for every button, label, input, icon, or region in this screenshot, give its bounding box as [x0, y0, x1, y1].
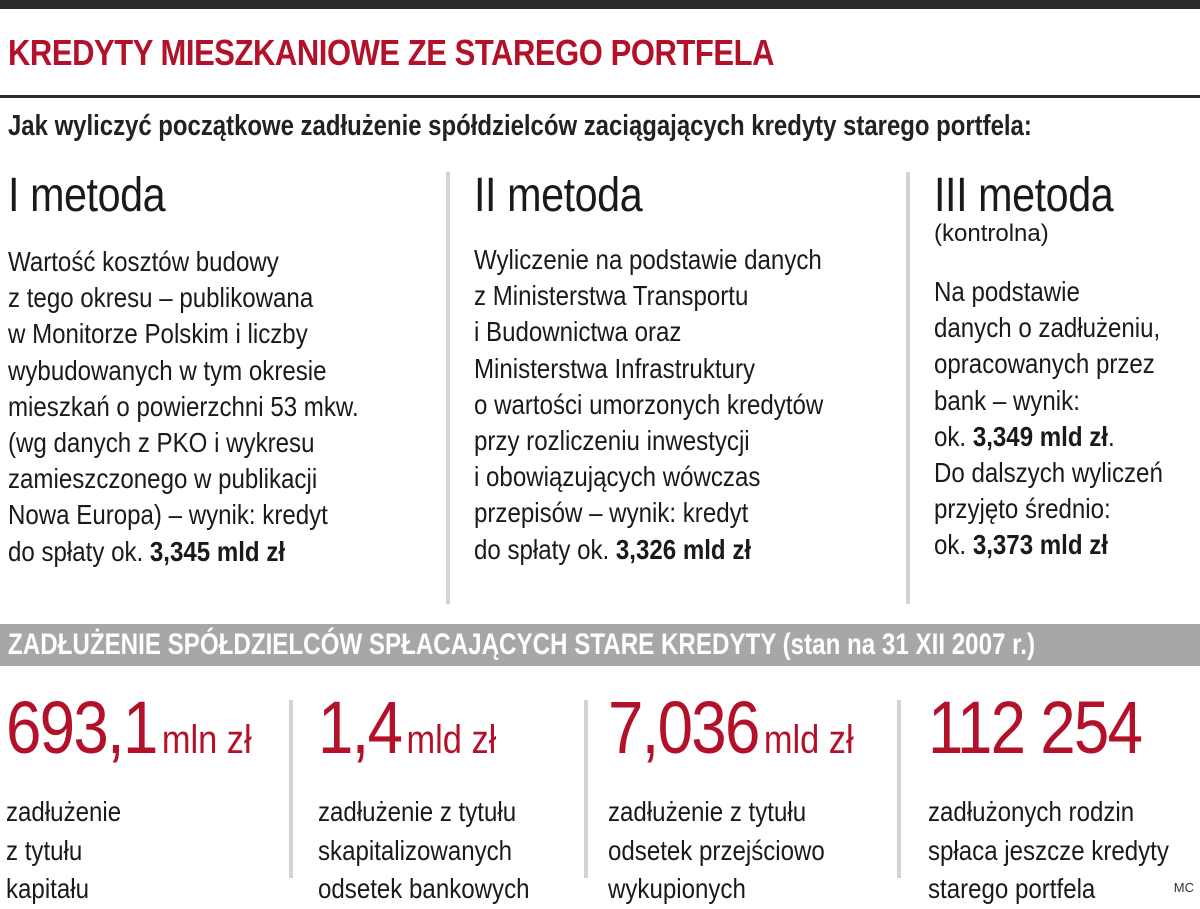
stat-desc-line: skapitalizowanych — [318, 834, 513, 866]
method-line: Nowa Europa) – wynik: kredyt — [8, 499, 328, 531]
method-line: Wartość kosztów budowy — [8, 246, 279, 277]
method-heading: I metoda — [8, 169, 166, 222]
method-line: i obowiązujących wówczas — [474, 461, 761, 493]
stat-capital-debt — [6, 686, 292, 909]
method-body — [8, 244, 359, 570]
result-prefix: ok. — [934, 529, 973, 561]
column-separator — [289, 700, 293, 878]
stat-value — [928, 686, 1169, 787]
column-separator — [897, 700, 901, 878]
page-title: KREDYTY MIESZKANIOWE ZE STAREGO PORTFELA — [8, 32, 775, 73]
result-value: 3,345 mld zł — [149, 535, 286, 567]
result-prefix: do spłaty ok. — [474, 533, 616, 565]
method-heading: II metoda — [474, 169, 643, 222]
stat-number: 112 254 — [928, 686, 1142, 769]
method-line: i Budownictwa oraz — [474, 316, 682, 348]
stat-desc-line: odsetek bankowych — [318, 873, 530, 904]
method-two — [474, 168, 880, 568]
method-line: opracowanych przez — [934, 348, 1155, 380]
author-credit: MC — [1173, 880, 1194, 895]
stat-description — [608, 793, 854, 909]
method-line: Ministerstwa Infrastruktury — [474, 352, 756, 384]
method-heading: III metoda — [934, 169, 1114, 222]
result-value: 3,349 mld zł — [972, 420, 1109, 452]
stat-unit: mld zł — [406, 718, 497, 762]
method-three — [934, 168, 1200, 564]
column-separator — [446, 172, 450, 604]
result-value: 3,373 mld zł — [972, 529, 1109, 561]
stat-desc-line: starego portfela — [928, 873, 1096, 904]
stat-redeemed-interest — [608, 686, 894, 909]
result-prefix: ok. — [934, 420, 973, 452]
stat-desc-line: wykupionych — [608, 873, 746, 904]
method-line: Na podstawie — [934, 276, 1080, 307]
stat-desc-line: spłaca jeszcze kredyty — [928, 834, 1169, 866]
result-prefix: do spłaty ok. — [8, 535, 150, 567]
method-line: (wg danych z PKO i wykresu — [8, 427, 315, 459]
stat-unit: mld zł — [763, 718, 854, 762]
result-suffix: . — [1108, 420, 1115, 452]
stat-unit: mln zł — [161, 718, 252, 762]
stat-capitalized-interest — [318, 686, 564, 909]
stat-desc-line: odsetek przejściowo — [608, 834, 825, 866]
method-body — [934, 274, 1163, 564]
method-line: przyjęto średnio: — [934, 493, 1111, 525]
stat-desc-line: zadłużenie z tytułu — [608, 796, 807, 827]
column-separator — [906, 172, 910, 604]
method-line: bank – wynik: — [934, 384, 1080, 416]
result-value: 3,326 mld zł — [615, 533, 752, 565]
method-body — [474, 242, 823, 568]
method-line: z Ministerstwa Transportu — [474, 280, 749, 312]
method-line: zamieszczonego w publikacji — [8, 463, 318, 495]
stat-value — [6, 686, 252, 787]
method-line: mieszkań o powierzchni 53 mkw. — [8, 390, 359, 422]
method-one — [8, 168, 416, 570]
section-banner — [0, 624, 1200, 666]
stat-desc-line: zadłużenie — [6, 796, 122, 827]
stat-desc-line: zadłużonych rodzin — [928, 796, 1135, 827]
method-line: z tego okresu – publikowana — [8, 282, 314, 314]
top-rule — [0, 0, 1200, 9]
title-rule — [0, 95, 1200, 98]
stat-indebted-families — [928, 686, 1200, 909]
method-line: przepisów – wynik: kredyt — [474, 497, 749, 529]
stat-description — [6, 793, 252, 909]
method-result — [8, 534, 359, 570]
banner-title: ZADŁUŻENIE SPÓŁDZIELCÓW SPŁACAJĄCYCH STARE KREDYTY (stan na 31 XII 2007 r.) — [8, 628, 1035, 661]
page-subtitle: Jak wyliczyć początkowe zadłużenie spółdzielców zaciągających kredyty starego portfela: — [8, 110, 1032, 142]
method-line: danych o zadłużeniu, — [934, 312, 1161, 344]
stat-number: 1,4 — [318, 686, 402, 769]
stat-value — [318, 686, 530, 787]
stat-description — [318, 793, 530, 909]
method-result — [934, 527, 1163, 563]
stat-desc-line: zadłużenie z tytułu — [318, 796, 517, 827]
method-result — [934, 419, 1163, 455]
method-result — [474, 532, 823, 568]
method-subheading: (kontrolna) — [934, 220, 1049, 247]
column-separator — [584, 700, 588, 878]
stat-desc-line: z tytułu — [6, 834, 83, 866]
method-line: przy rozliczeniu inwestycji — [474, 425, 750, 457]
method-line: Do dalszych wyliczeń — [934, 457, 1163, 489]
stat-value — [608, 686, 854, 787]
stat-number: 7,036 — [608, 686, 759, 769]
stat-description — [928, 793, 1169, 909]
method-line: Wyliczenie na podstawie danych — [474, 244, 822, 275]
stat-desc-line: kapitału — [6, 873, 90, 904]
method-line: w Monitorze Polskim i liczby — [8, 318, 308, 350]
method-line: o wartości umorzonych kredytów — [474, 388, 824, 420]
method-line: wybudowanych w tym okresie — [8, 354, 327, 386]
stat-number: 693,1 — [6, 686, 157, 769]
